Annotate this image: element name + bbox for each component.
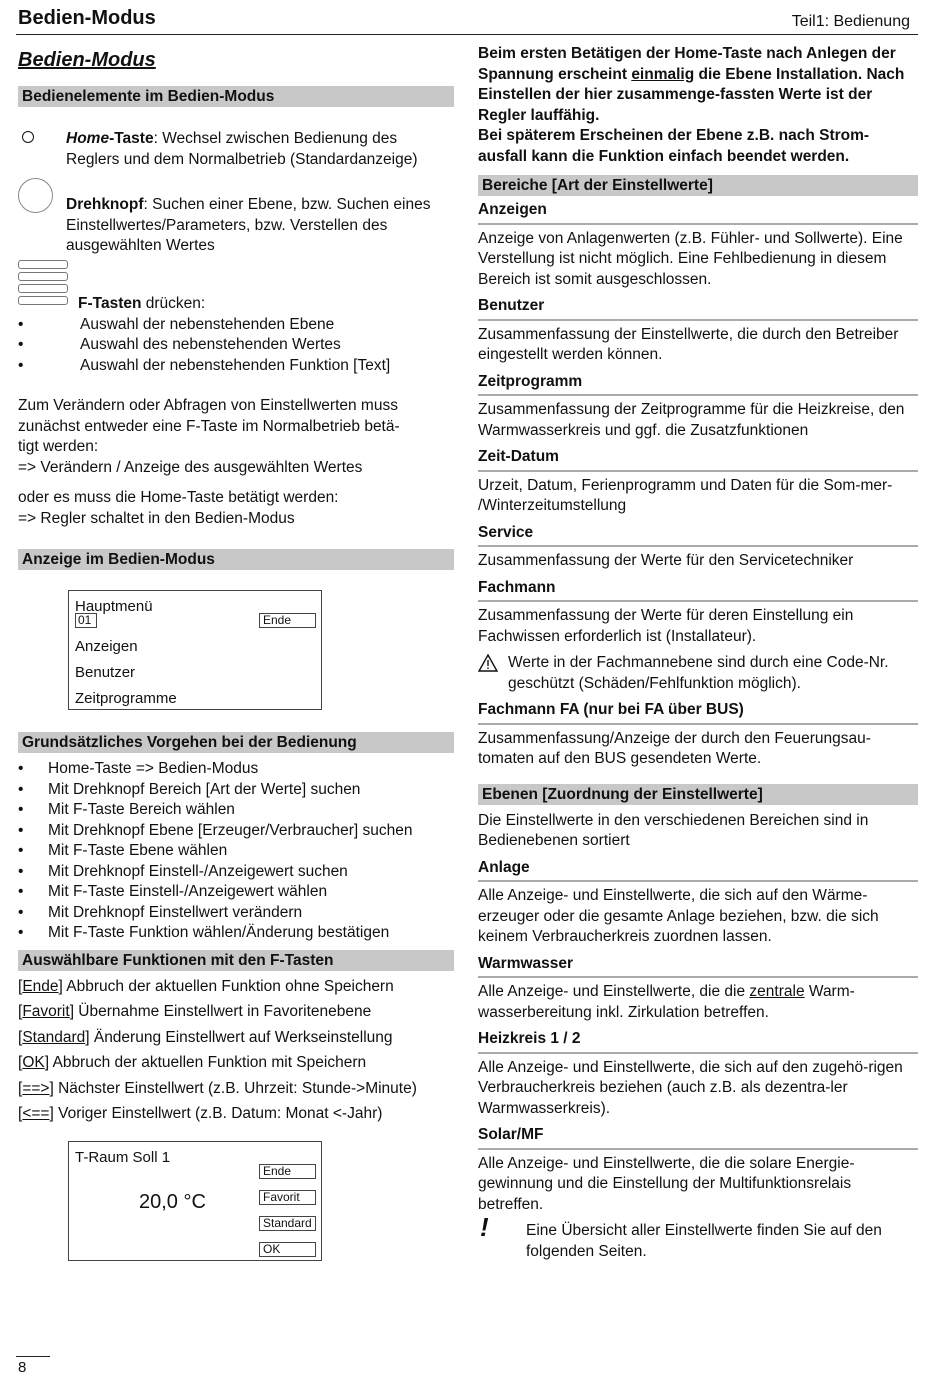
fkeys-text (78, 260, 454, 315)
lcd-line: Anzeigen (75, 638, 138, 655)
knob-row (18, 178, 454, 258)
bereich-text: Zusammenfassung/Anzeige der durch den Feuerungsau-tomaten auf den BUS gesendeten Werte. (478, 729, 871, 767)
lcd-field: 01 (75, 613, 97, 628)
ebenen-intro: Die Einstellwerte in den verschiedenen Bereichen sind in Bedienebenen sortiert (478, 811, 869, 849)
function-item: [<==] Voriger Einstellwert (z.B. Datum: Monat <-Jahr) (18, 1105, 383, 1122)
bereich-heading: Service (478, 523, 918, 548)
ebene-heading: Heizkreis 1 / 2 (478, 1029, 918, 1054)
lcd-ende-button[interactable]: Ende (259, 613, 316, 628)
ebene-heading: Solar/MF (478, 1125, 918, 1150)
header-rule (16, 34, 918, 35)
funktionen-list (18, 977, 454, 1125)
warning-icon (478, 654, 498, 672)
bereich-heading: Fachmann FA (nur bei FA über BUS) (478, 700, 918, 725)
list-item: • Auswahl des nebenstehenden Wertes (18, 335, 454, 356)
fkeys-name: F-Tasten (78, 295, 142, 312)
bereich-heading: Zeitprogramm (478, 372, 918, 397)
para1-line: Zum Verändern oder Abfragen von Einstellwerten muss zunächst entweder eine F-Taste im Normalbetrieb betä- (18, 397, 400, 435)
knob-text (66, 178, 454, 257)
fkeys-desc: drücken: (141, 295, 206, 312)
list-item: • Mit F-Taste Ebene wählen (18, 841, 454, 862)
overview-note-text: Eine Übersicht aller Einstellwerte finden Sie auf den folgenden Seiten. (526, 1222, 882, 1260)
function-key: <== (22, 1105, 50, 1122)
home-key-row (18, 129, 454, 170)
list-item: • Mit Drehknopf Bereich [Art der Werte] suchen (18, 780, 454, 801)
function-desc: Abbruch der aktuellen Funktion ohne Speichern (62, 977, 394, 995)
exclamation-icon: ! (480, 1212, 489, 1242)
bereich-heading: Fachmann (478, 578, 918, 603)
bereich-text: Zusammenfassung der Einstellwerte, die durch den Betreiber eingestellt werden können. (478, 325, 899, 363)
function-desc: Änderung Einstellwert auf Werkseinstellung (89, 1028, 393, 1046)
function-desc: Übernahme Einstellwert in Favoritenebene (74, 1003, 372, 1020)
intro-emphasis: einmalig (631, 65, 695, 83)
function-desc: Voriger Einstellwert (z.B. Datum: Monat <-Jahr) (53, 1105, 383, 1122)
list-item: • Mit F-Taste Funktion wählen/Änderung bestätigen (18, 923, 454, 944)
ebene-text-part: Warm-wasserbereitung inkl. Zirkulation betreffen. (478, 983, 855, 1021)
ebene-heading: Anlage (478, 858, 918, 883)
home-key-suffix: -Taste (109, 130, 154, 147)
section-ebenen-title: Ebenen [Zuordnung der Einstellwerte] (478, 784, 918, 805)
intro-part: die Ebene Installation. Nach Einstellen der hier zusammenge-fassten Werte ist der Regler lauffähig. (478, 65, 905, 124)
warning-text: Werte in der Fachmannebene sind durch eine Code-Nr. geschützt (Schäden/Fehlfunktion möglich). (508, 654, 889, 692)
lcd-ok-button[interactable]: OK (259, 1242, 316, 1257)
function-item: [Favorit] Übernahme Einstellwert in Favoritenebene (18, 1003, 372, 1020)
intro-text (478, 44, 918, 167)
footer-rule (16, 1356, 50, 1357)
f-keys-icon (18, 260, 68, 308)
section-funktionen-title: Auswählbare Funktionen mit den F-Tasten (18, 950, 454, 971)
bereich-heading: Benutzer (478, 296, 918, 321)
function-key: Ende (22, 977, 59, 995)
knob-desc: : Suchen einer Ebene, bzw. Suchen eines Einstellwertes/Parameters, bzw. Verstellen des ausgewählten Wertes (66, 196, 431, 254)
mode-title: Bedien-Modus (18, 49, 156, 71)
paragraph-2 (18, 488, 454, 529)
ebene-heading: Warmwasser (478, 954, 918, 979)
home-key-text (66, 129, 454, 170)
section-anzeige-title: Anzeige im Bedien-Modus (18, 549, 454, 570)
function-desc: Nächster Einstellwert (z.B. Uhrzeit: Stunde->Minute) (53, 1079, 417, 1097)
intro-part: Beim ersten Betätigen der Home-Taste nach Anlegen der Spannung erscheint (478, 45, 896, 83)
function-item: [Ende] Abbruch der aktuellen Funktion ohne Speichern (18, 977, 394, 995)
warning-note (478, 653, 918, 694)
lcd-line: Zeitprogramme (75, 690, 177, 707)
function-key: Favorit (22, 1003, 70, 1020)
bereich-text: Zusammenfassung der Werte für deren Einstellung ein Fachwissen erforderlich ist (Installateur). (478, 607, 854, 645)
list-item: • Mit Drehknopf Einstellwert verändern (18, 903, 454, 924)
list-item: • Auswahl der nebenstehenden Funktion [Text] (18, 356, 454, 377)
para1-line: => Verändern / Anzeige des ausgewählten Wertes (18, 458, 363, 476)
fkeys-list (18, 315, 454, 377)
section-bedienelemente-title: Bedienelemente im Bedien-Modus (18, 86, 454, 107)
ebene-text: Alle Anzeige- und Einstellwerte, die sich auf den Wärme-erzeuger oder die gesamte Anlage beziehen, bzw. die sich keinem Verbraucherkreis zuordnen lassen. (478, 887, 879, 945)
lcd-ende-button[interactable]: Ende (259, 1164, 316, 1179)
lcd-setpoint (68, 1141, 322, 1261)
rotary-knob-icon (18, 178, 53, 213)
bereich-text: Zusammenfassung der Zeitprogramme für die Heizkreise, den Warmwasserkreis und ggf. die Zusatzfunktionen (478, 401, 905, 439)
overview-note (478, 1212, 918, 1262)
vorgehen-list (18, 759, 454, 944)
fkeys-row (18, 260, 454, 376)
function-desc: Abbruch der aktuellen Funktion mit Speichern (49, 1054, 367, 1071)
lcd-title: T-Raum Soll 1 (75, 1148, 171, 1166)
intro-part: Bei späterem Erscheinen der Ebene z.B. nach Strom-ausfall kann die Funktion einfach beendet werden. (478, 127, 870, 165)
right-column (478, 44, 918, 1262)
ebene-text-part: Alle Anzeige- und Einstellwerte, die die (478, 983, 750, 1000)
bereich-heading: Zeit-Datum (478, 447, 918, 472)
bereich-text: Urzeit, Datum, Ferienprogramm und Daten für die Som-mer- /Winterzeitumstellung (478, 476, 893, 514)
list-item: • Mit Drehknopf Einstell-/Anzeigewert suchen (18, 862, 454, 883)
home-key-icon (22, 131, 34, 143)
lcd-line: Benutzer (75, 664, 136, 681)
section-vorgehen-title: Grundsätzliches Vorgehen bei der Bedienung (18, 732, 454, 753)
list-item: • Mit F-Taste Bereich wählen (18, 800, 454, 821)
lcd-standard-button[interactable]: Standard (259, 1216, 316, 1231)
function-item: [==>] Nächster Einstellwert (z.B. Uhrzeit: Stunde->Minute) (18, 1079, 417, 1097)
lcd-favorit-button[interactable]: Favorit (259, 1190, 316, 1205)
section-bereiche-title: Bereiche [Art der Einstellwerte] (478, 175, 918, 196)
page-header-part: Teil1: Bedienung (791, 13, 910, 30)
function-key: Standard (22, 1028, 86, 1046)
left-column (18, 44, 454, 1261)
para2-line: oder es muss die Home-Taste betätigt werden: (18, 489, 339, 506)
bereiche-list (478, 200, 918, 770)
para2-line: => Regler schaltet in den Bedien-Modus (18, 509, 295, 527)
home-key-name: Home (66, 130, 110, 147)
list-item: • Mit F-Taste Einstell-/Anzeigewert wählen (18, 882, 454, 903)
paragraph-1 (18, 396, 454, 478)
function-item: [Standard] Änderung Einstellwert auf Werkseinstellung (18, 1028, 393, 1046)
page-header-title: Bedien-Modus (18, 7, 156, 29)
list-item: • Home-Taste => Bedien-Modus (18, 759, 454, 780)
ebene-text (478, 982, 918, 1023)
lcd-main-menu (68, 590, 322, 710)
function-key: ==> (22, 1079, 50, 1097)
bereich-heading: Anzeigen (478, 200, 918, 225)
function-key: OK (22, 1054, 45, 1071)
bereich-text: Anzeige von Anlagenwerten (z.B. Fühler- und Sollwerte). Eine Verstellung ist nicht möglich. Eine Fehlbedienung in diesem Bereich ist somit ausgeschlossen. (478, 229, 903, 288)
ebene-text: Alle Anzeige- und Einstellwerte, die die solare Energie-gewinnung und die Einstellung der Multifunktionsrelais betreffen. (478, 1154, 855, 1213)
ebene-text: Alle Anzeige- und Einstellwerte, die sich auf den zugehö-rigen Verbraucherkreis beziehen (auch z.B. als dezentra-ler Warmwasserkreis). (478, 1058, 903, 1117)
list-item: • Mit Drehknopf Ebene [Erzeuger/Verbraucher] suchen (18, 821, 454, 842)
list-item: • Auswahl der nebenstehenden Ebene (18, 315, 454, 336)
lcd-value: 20,0 °C (139, 1190, 206, 1213)
lcd-title: Hauptmenü (75, 598, 153, 615)
function-item: [OK] Abbruch der aktuellen Funktion mit Speichern (18, 1054, 367, 1071)
page-number: 8 (18, 1359, 27, 1376)
bereich-text: Zusammenfassung der Werte für den Servicetechniker (478, 552, 854, 569)
knob-name: Drehknopf (66, 196, 144, 213)
ebene-text-emphasis: zentrale (749, 983, 805, 1000)
home-key-desc: : Wechsel zwischen Bedienung des Reglers und dem Normalbetrieb (Standardanzeige) (66, 130, 418, 168)
para1-line: tigt werden: (18, 438, 99, 455)
